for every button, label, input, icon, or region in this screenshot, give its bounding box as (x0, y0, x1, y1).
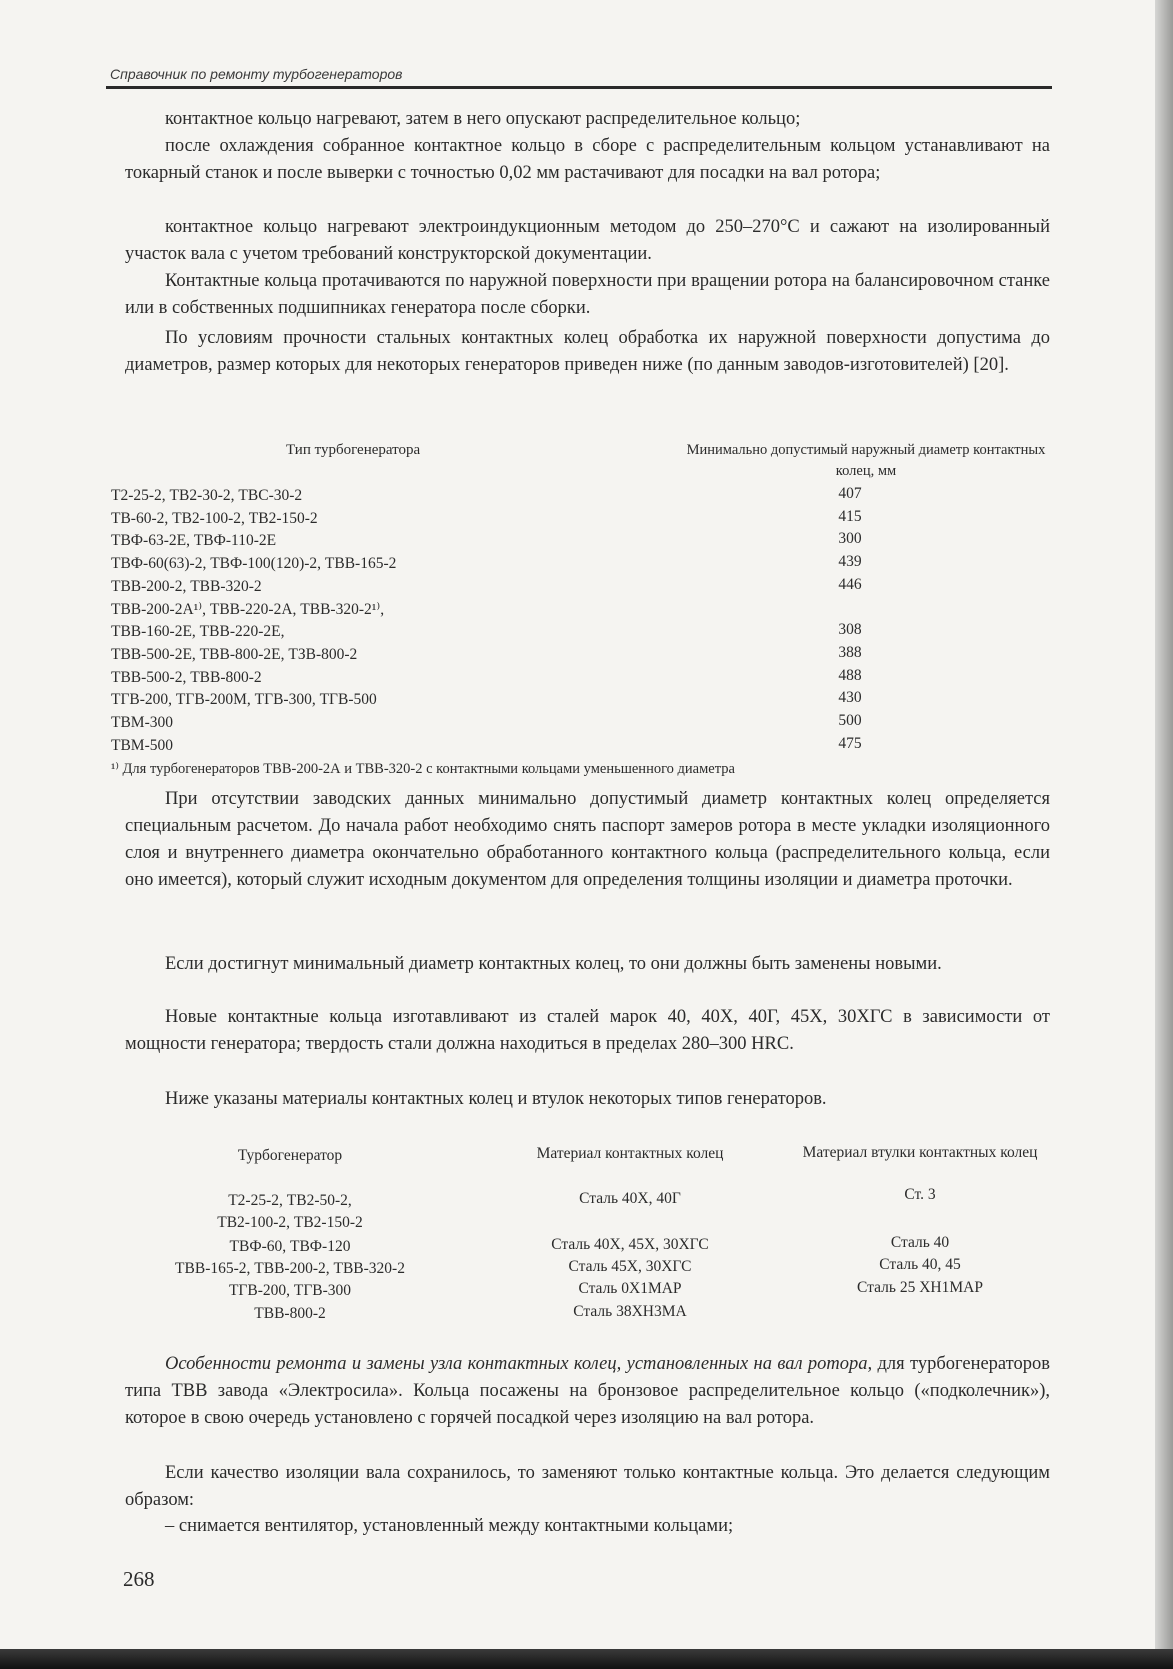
paragraph: – снимается вентилятор, установленный между контактными кольцами; (165, 1516, 734, 1536)
paragraph: Контактные кольца протачиваются по наружной поверхности при вращении ротора на балансировочном станке или в собственных подшипниках генератора после сборки. (125, 271, 1050, 318)
paragraph: контактное кольцо нагревают, затем в него опускают распределительное кольцо; (165, 109, 801, 129)
scan-bottom-edge (0, 1649, 1173, 1669)
table1-row-type: ТВВ-160-2Е, ТВВ-220-2Е, (111, 623, 285, 641)
table1-row-type: ТВМ-300 (111, 714, 173, 731)
page-number: 268 (123, 1567, 155, 1591)
paragraph: Ниже указаны материалы контактных колец и втулок некоторых типов генераторов. (165, 1089, 827, 1109)
table1-header-diameter: Минимально допустимый наружный диаметр контактных колец, мм (686, 442, 1046, 479)
table1-row-type: ТВВ-500-2, ТВВ-800-2 (111, 668, 262, 686)
table1-row-type: Т2-25-2, ТВ2-30-2, ТВС-30-2 (111, 487, 303, 504)
paragraph-text: для турбогенераторов типа ТВВ завода «Электросила». Кольца посажены на бронзовое распределительное кольцо («подколечник»), которое в свою очередь установлено с горячей посадкой через изоляцию на вал ротора. (125, 1354, 1050, 1428)
table1-row-type: ТВМ-500 (111, 736, 173, 754)
paragraph: При отсутствии заводских данных минимально допустимый диаметр контактных колец определяется специальным расчетом. До начала работ необходимо снять паспорт замеров ротора в месте укладки изоляционного слоя и внутреннего диаметра окончательно обработанного контактного кольца (распределительного кольца, если оно имеется), который служит исходным документом для определения толщины изоляции и диаметра проточки. (125, 789, 1050, 890)
table2-generator: Т2-25-2, ТВ2-50-2, (228, 1192, 352, 1209)
table1-row-value: 415 (838, 507, 862, 525)
table2-generator: ТВ2-100-2, ТВ2-150-2 (217, 1214, 363, 1231)
table1-row-value: 430 (838, 689, 862, 707)
table1-row-type: ТВФ-63-2Е, ТВФ-110-2Е (111, 532, 277, 550)
paragraph: Если достигнут минимальный диаметр контактных колец, то они должны быть заменены новыми. (165, 954, 942, 974)
table2-ring-material: Сталь 40Х, 45Х, 30ХГС (551, 1236, 709, 1253)
table1-row-value: 446 (838, 575, 862, 593)
table2-ring-material: Сталь 45Х, 30ХГС (568, 1258, 692, 1275)
table2-sleeve-material: Ст. 3 (904, 1186, 936, 1203)
table1-row-value: 308 (838, 621, 862, 639)
table2-generator: ТВВ-800-2 (254, 1305, 326, 1322)
table2-ring-material: Сталь 40Х, 40Г (579, 1190, 681, 1207)
page-edge-shadow (1155, 0, 1173, 1669)
table2-generator: ТВФ-60, ТВФ-120 (229, 1238, 351, 1255)
table1-footnote: ¹⁾ Для турбогенераторов ТВВ-200-2А и ТВВ-320-2 с контактными кольцами уменьшенного диаметра (111, 761, 735, 777)
table1-row-value: 300 (838, 530, 862, 548)
paragraph: контактное кольцо нагревают электроиндукционным методом до 250–270°С и сажают на изолированный участок вала с учетом требований конструкторской документации. (125, 217, 1050, 264)
table1-row-value: 407 (838, 485, 862, 502)
table2-header-generator: Турбогенератор (237, 1147, 343, 1164)
table1-row-value: 388 (838, 643, 862, 661)
table2-ring-material: Сталь 0Х1МАР (578, 1280, 682, 1297)
table2-sleeve-material: Сталь 25 ХН1МАР (857, 1279, 983, 1296)
table1-header-type: Тип турбогенератора (286, 442, 421, 458)
table2-ring-material: Сталь 38ХН3МА (573, 1303, 687, 1320)
table1-row-type: ТВВ-200-2А¹⁾, ТВВ-220-2А, ТВВ-320-2¹⁾, (111, 600, 385, 618)
table2-generator: ТГВ-200, ТГВ-300 (228, 1282, 352, 1299)
running-head: Справочник по ремонту турбогенераторов (110, 66, 403, 82)
table1-row-type: ТВФ-60(63)-2, ТВФ-100(120)-2, ТВВ-165-2 (111, 555, 397, 573)
table1-row-type: ТГВ-200, ТГВ-200М, ТГВ-300, ТГВ-500 (111, 691, 377, 709)
table2-header-sleeve: Материал втулки контактных колец (802, 1144, 1038, 1161)
table2-sleeve-material: Сталь 40, 45 (879, 1256, 961, 1273)
paragraph: По условиям прочности стальных контактных колец обработка их наружной поверхности допустима до диаметров, размер которых для некоторых генераторов приведен ниже (по данным заводов-изготовителей) [20]. (125, 328, 1050, 375)
paragraph: Новые контактные кольца изготавливают из сталей марок 40, 40Х, 40Г, 45Х, 30ХГС в зависимости от мощности генератора; твердость стали должна находиться в пределах 280–300 HRC. (125, 1007, 1050, 1054)
table1-row-type: ТВВ-200-2, ТВВ-320-2 (111, 577, 262, 595)
table2-sleeve-material: Сталь 40 (890, 1234, 950, 1251)
paragraph: Если качество изоляции вала сохранилось, то заменяют только контактные кольца. Это делается следующим образом: (125, 1463, 1050, 1510)
table2-header-ring: Материал контактных колец (536, 1145, 724, 1162)
paragraph (125, 1351, 1050, 1432)
table2-generator: ТВВ-165-2, ТВВ-200-2, ТВВ-320-2 (175, 1260, 405, 1277)
table1-row-type: ТВВ-500-2Е, ТВВ-800-2Е, ТЗВ-800-2 (111, 645, 358, 663)
italic-lead: Особенности ремонта и замены узла контактных колец, установленных на вал ротора, (165, 1354, 873, 1374)
table1-row-type: ТВ-60-2, ТВ2-100-2, ТВ2-150-2 (111, 509, 318, 527)
header-rule (106, 86, 1052, 89)
table1-row-value: 439 (838, 553, 862, 571)
table1-row-value: 488 (838, 666, 862, 684)
paragraph: после охлаждения собранное контактное кольцо в сборе с распределительным кольцом устанавливают на токарный станок и после выверки с точностью 0,02 мм растачивают для посадки на вал ротора; (125, 136, 1050, 183)
table1-row-value: 475 (838, 734, 862, 752)
table1-row-value: 500 (838, 712, 862, 729)
